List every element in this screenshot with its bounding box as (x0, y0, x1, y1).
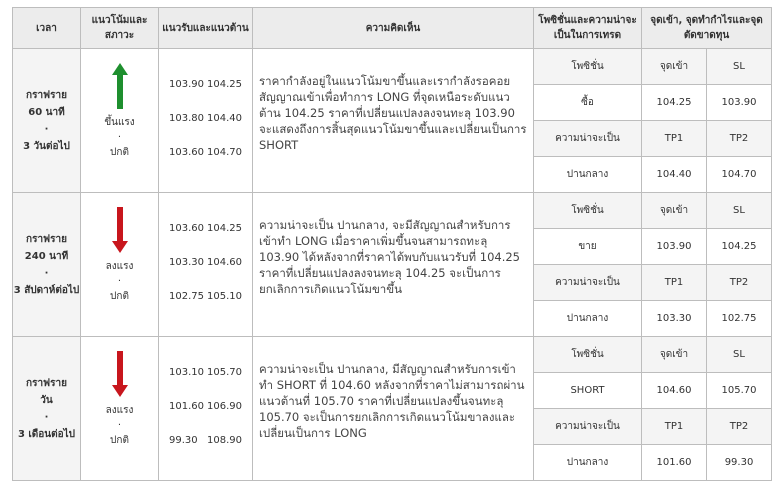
header-targets: จุดเข้า, จุดทำกำไรและจุดตัดขาดทุน (642, 8, 772, 49)
resistance-value: 104.25 (207, 78, 242, 90)
resistance-value: 104.25 (207, 222, 242, 234)
trend-state (81, 403, 158, 448)
support-value: 103.90 (169, 78, 204, 90)
header-trend: แนวโน้มและสภาวะ (81, 8, 159, 49)
entry-label: จุดเข้า (642, 49, 707, 85)
probability-value: ปานกลาง (534, 157, 642, 193)
tp1-label: TP1 (642, 409, 707, 445)
trend-state (81, 259, 158, 304)
timeframe-cell (13, 193, 81, 337)
tp1-value: 103.30 (642, 301, 707, 337)
support-value: 103.60 (169, 222, 204, 234)
sl-label: SL (707, 193, 772, 229)
timeframe-label: กราฟราย (26, 233, 67, 245)
tp1-value: 101.60 (642, 445, 707, 481)
header-levels: แนวรับและแนวต้าน (159, 8, 253, 49)
tp2-label: TP2 (707, 121, 772, 157)
up-arrow-icon (81, 49, 158, 109)
probability-value: ปานกลาง (534, 445, 642, 481)
trend-strength: ขึ้นแรง (104, 117, 135, 128)
position-label: โพซิชั่น (534, 193, 642, 229)
sl-value: 103.90 (707, 85, 772, 121)
trend-condition: ปกติ (110, 291, 129, 302)
sl-value: 105.70 (707, 373, 772, 409)
entry-value: 104.60 (642, 373, 707, 409)
level-pair (159, 135, 252, 169)
tp1-label: TP1 (642, 265, 707, 301)
comment-text: ความน่าจะเป็น ปานกลาง, จะมีสัญญาณสำหรับการเข้าทำ LONG เมื่อราคาเพิ่มขึ้นจนสามารถทะลุ 103.90 ได้หลังจากที่ราคาได้พบกับแนวรับที่ 104.25 ราคาที่เปลี่ยนแปลงลงจนทะลุ 104.25 จะเป็นการยกเลิกการเกิดแนวโน้มขาขึ้น (259, 218, 520, 296)
analysis-table-container (12, 7, 771, 481)
comment-cell (253, 337, 534, 481)
down-arrow-icon (81, 337, 158, 397)
trend-cell (81, 337, 159, 481)
entry-label: จุดเข้า (642, 193, 707, 229)
entry-label: จุดเข้า (642, 337, 707, 373)
resistance-value: 105.10 (207, 290, 242, 302)
level-pair (159, 355, 252, 389)
comment-cell (253, 49, 534, 193)
horizon-label: 3 สัปดาห์ต่อไป (13, 284, 80, 296)
trend-cell (81, 193, 159, 337)
trend-condition: ปกติ (110, 435, 129, 446)
level-pair (159, 67, 252, 101)
separator-dot: · (44, 267, 49, 279)
timeframe-period: วัน (40, 394, 53, 406)
timeframe-label: กราฟราย (26, 89, 67, 101)
entry-value: 104.25 (642, 85, 707, 121)
level-pair (159, 245, 252, 279)
horizon-label: 3 เดือนต่อไป (17, 428, 76, 440)
comment-text: ความน่าจะเป็น ปานกลาง, มีสัญญาณสำหรับการเข้าทำ SHORT ที่ 104.60 หลังจากที่ราคาไม่สามารถผ่านแนวต้านที่ 105.70 ราคาที่เปลี่ยนแปลงขึ้นจนทะลุ 105.70 จะเป็นการยกเลิกการเกิดแนวโน้มขาลงและเปลี่ยนเป็นการ LONG (259, 362, 525, 440)
support-value: 103.80 (169, 112, 204, 124)
trading-analysis-table (12, 7, 772, 481)
tp1-value: 104.40 (642, 157, 707, 193)
levels-cell (159, 49, 253, 193)
header-position: โพซิชั่นและความน่าจะเป็นในการเทรด (534, 8, 642, 49)
separator-dot: · (117, 276, 122, 287)
trend-state (81, 115, 158, 160)
level-pair (159, 211, 252, 245)
timeframe-period: 60 นาที (28, 106, 65, 118)
resistance-value: 105.70 (207, 366, 242, 378)
table-row (13, 49, 772, 85)
support-value: 99.30 (169, 434, 198, 446)
level-pair (159, 101, 252, 135)
comment-text: ราคากำลังอยู่ในแนวโน้มขาขึ้นและเรากำลังรอคอยสัญญาณเข้าเพื่อทำการ LONG ที่จุดเหนือระดับแนวต้าน 104.25 ราคาที่เปลี่ยนแปลงลงจนทะลุ 103.90 จะแสดงถึงการสิ้นสุดแนวโน้มขาขึ้นและเปลี่ยนเป็นการ SHORT (259, 74, 527, 152)
support-value: 103.10 (169, 366, 204, 378)
sl-value: 104.25 (707, 229, 772, 265)
timeframe-period: 240 นาที (24, 250, 69, 262)
header-time: เวลา (13, 8, 81, 49)
levels-cell (159, 193, 253, 337)
sl-label: SL (707, 49, 772, 85)
separator-dot: · (44, 123, 49, 135)
trend-cell (81, 49, 159, 193)
position-value: SHORT (534, 373, 642, 409)
position-label: โพซิชั่น (534, 337, 642, 373)
trend-strength: ลงแรง (105, 405, 134, 416)
horizon-label: 3 วันต่อไป (23, 140, 70, 152)
level-pair (159, 389, 252, 423)
separator-dot: · (117, 420, 122, 431)
level-pair (159, 423, 252, 457)
resistance-value: 104.70 (207, 146, 242, 158)
probability-label: ความน่าจะเป็น (534, 409, 642, 445)
position-value: ซื้อ (534, 85, 642, 121)
separator-dot: · (117, 132, 122, 143)
header-comment: ความคิดเห็น (253, 8, 534, 49)
trend-strength: ลงแรง (105, 261, 134, 272)
separator-dot: · (44, 411, 49, 423)
timeframe-label: กราฟราย (26, 377, 67, 389)
level-pair (159, 279, 252, 313)
resistance-value: 104.40 (207, 112, 242, 124)
timeframe-cell (13, 337, 81, 481)
tp2-label: TP2 (707, 409, 772, 445)
support-value: 102.75 (169, 290, 204, 302)
probability-value: ปานกลาง (534, 301, 642, 337)
trend-condition: ปกติ (110, 147, 129, 158)
support-value: 103.30 (169, 256, 204, 268)
sl-label: SL (707, 337, 772, 373)
tp1-label: TP1 (642, 121, 707, 157)
table-header-row (13, 8, 772, 49)
tp2-label: TP2 (707, 265, 772, 301)
probability-label: ความน่าจะเป็น (534, 121, 642, 157)
resistance-value: 106.90 (207, 400, 242, 412)
tp2-value: 104.70 (707, 157, 772, 193)
comment-cell (253, 193, 534, 337)
table-row (13, 193, 772, 229)
resistance-value: 108.90 (207, 434, 242, 446)
timeframe-cell (13, 49, 81, 193)
probability-label: ความน่าจะเป็น (534, 265, 642, 301)
resistance-value: 104.60 (207, 256, 242, 268)
levels-cell (159, 337, 253, 481)
table-row (13, 337, 772, 373)
down-arrow-icon (81, 193, 158, 253)
support-value: 101.60 (169, 400, 204, 412)
tp2-value: 102.75 (707, 301, 772, 337)
position-value: ขาย (534, 229, 642, 265)
support-value: 103.60 (169, 146, 204, 158)
position-label: โพซิชั่น (534, 49, 642, 85)
entry-value: 103.90 (642, 229, 707, 265)
tp2-value: 99.30 (707, 445, 772, 481)
